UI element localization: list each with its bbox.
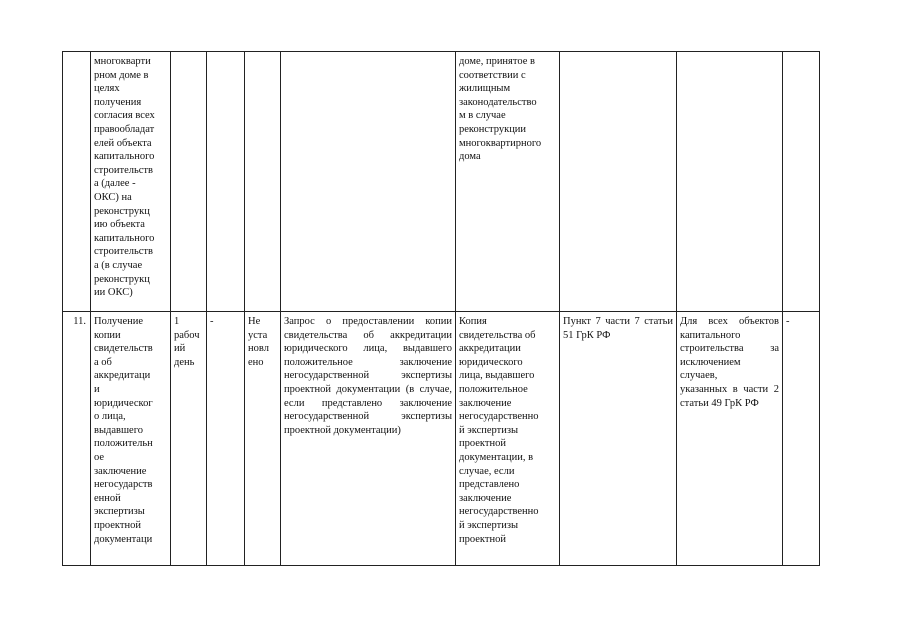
applicability-cell (677, 52, 783, 312)
document-cell: доме, принятое в соответствии с жилищным законодательство м в случае реконструкции многоквартирного дома (456, 52, 560, 312)
dash-cell (207, 52, 245, 312)
note-cell (783, 52, 820, 312)
term-cell (171, 52, 207, 312)
applicability-cell: Для всех объектов капитального строительства за исключением случаев, указанных в части 2 статьи 49 ГрК РФ (677, 312, 783, 566)
row-number (63, 52, 91, 312)
service-name-cell: многокварти рном доме в целях получения согласия всех правообладат елей объекта капитального строительств а (далее - ОКС) на реконструкц ию объекта капитального строительств а (в случае реконструкц ии ОКС) (91, 52, 171, 312)
row-number: 11. (63, 312, 91, 566)
document-cell: Копия свидетельства об аккредитации юридического лица, выдавшего положительное заключение негосударственно й экспертизы проектной документации, в случае, если представлено заключение негосударственно й экспертизы проектной (456, 312, 560, 566)
fee-cell (245, 52, 281, 312)
request-cell: Запрос о предоставлении копии свидетельства об аккредитации юридического лица, выдавшего положительное заключение негосударственной экспертизы проектной документации (в случае, если представлено заключение негосударственной экспертизы проектной документации) (281, 312, 456, 566)
legal-basis-cell (560, 52, 677, 312)
dash-cell: - (207, 312, 245, 566)
fee-cell: Не уста новл ено (245, 312, 281, 566)
request-cell (281, 52, 456, 312)
requirements-table (62, 51, 820, 566)
table-row (63, 52, 820, 312)
service-name-cell: Получение копии свидетельств а об аккредитаци и юридическог о лица, выдавшего положительн ое заключение негосударств енной экспертизы проектной документаци (91, 312, 171, 566)
legal-basis-cell: Пункт 7 части 7 статьи 51 ГрК РФ (560, 312, 677, 566)
note-cell: - (783, 312, 820, 566)
table-row (63, 312, 820, 566)
term-cell: 1 рабоч ий день (171, 312, 207, 566)
